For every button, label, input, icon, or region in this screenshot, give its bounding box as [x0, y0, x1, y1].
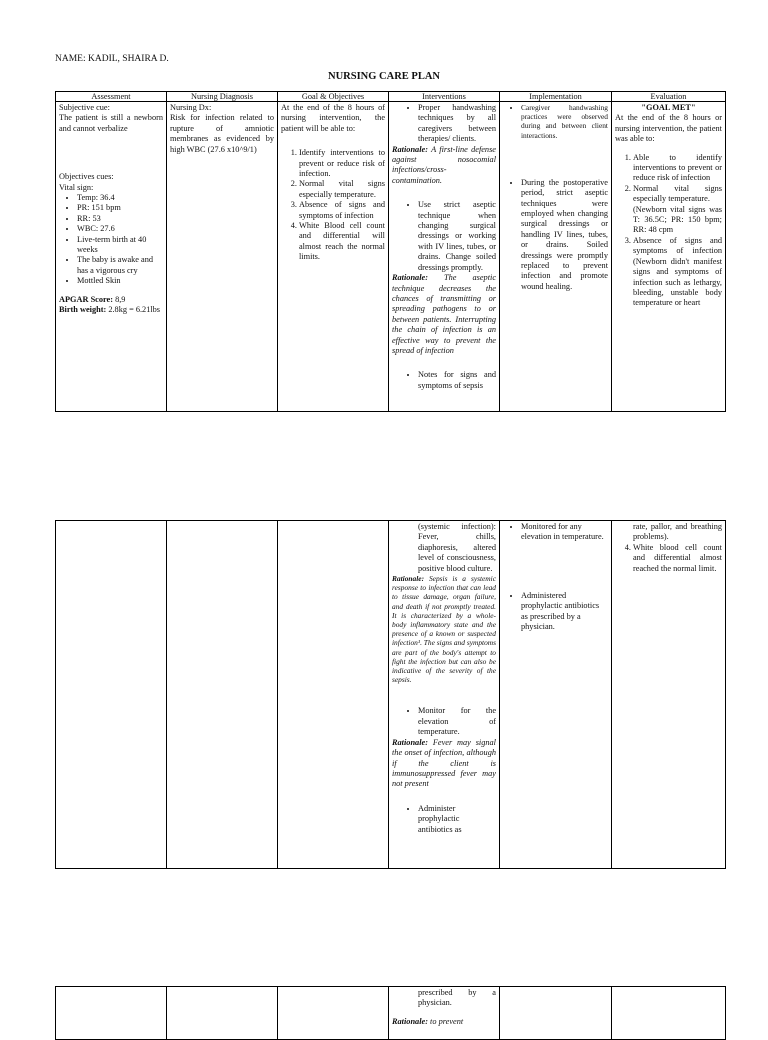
implementation-cell [500, 102, 612, 412]
list-item: • The baby is awake and has a vigorous cry [77, 255, 163, 276]
list-item: • WBC: 27.6 [77, 224, 163, 234]
goal-met-label: "GOAL MET" [641, 103, 696, 112]
header-evaluation: Evaluation [612, 92, 726, 102]
evaluation-cell [612, 102, 726, 412]
goals-cell [278, 987, 389, 1040]
diagnosis-cell [167, 987, 278, 1040]
intervention-item: • Administer prophylactic antibiotics as [418, 804, 496, 835]
assessment-cell [56, 102, 167, 412]
goals-cell [278, 521, 389, 869]
objective-cues-list [59, 193, 163, 287]
goals-intro: At the end of the 8 hours of nursing intervention, the patient will be able to: [281, 103, 385, 133]
list-item: 3. Absence of signs and symptoms of infection [299, 200, 385, 221]
subjective-cue-label: Subjective cue: [59, 103, 110, 112]
implementation-item: • Caregiver handwashing practices were observed during and between client interactions. [521, 103, 608, 140]
apgar-score: APGAR Score: 8,9 [59, 294, 126, 304]
header-implementation: Implementation [500, 92, 612, 102]
list-item: • Live-term birth at 40 weeks [77, 235, 163, 256]
intervention-item: • Proper handwashing techniques by all caregivers between therapies/ clients. [418, 103, 496, 145]
list-item: 2. Normal vital signs especially temperature. [299, 179, 385, 200]
rationale: Rationale: Fever may signal the onset of infection, although if the client is immunosuppressed fever may not present [392, 737, 496, 789]
implementation-item: • During the postoperative period, strict aseptic techniques were employed when changing surgical dressings or handling IV lines, tubes, or drains. Soiled dressings were promptly replaced to prevent infection and promote wound healing. [521, 178, 608, 292]
intervention-item: • Monitor for the elevation of temperature. [418, 706, 496, 737]
interventions-cell [389, 102, 500, 412]
list-item: 4. White blood cell count and differential almost reached the normal limit. [633, 543, 722, 574]
list-item: • Mottled Skin [77, 276, 163, 286]
assessment-cell [56, 987, 167, 1040]
patient-name-line: NAME: KADIL, SHAIRA D. [55, 54, 169, 64]
assessment-cell [56, 521, 167, 869]
list-item: 4. White Blood cell count and differential will almost reach the normal limits. [299, 221, 385, 263]
list-item: • PR: 151 bpm [77, 203, 163, 213]
intervention-item: • Use strict aseptic technique when changing surgical dressings or working with IV lines, tubes, or drains. Change soiled dressings promptly. [418, 200, 496, 273]
diagnosis-cell [167, 521, 278, 869]
header-goals: Goal & Objectives [278, 92, 389, 102]
list-item: 3. Absence of signs and symptoms of infection (Newborn didn't manifest signs and symptoms of infection such as lethargy, bleeding, unstable body temperature or heart [633, 236, 722, 309]
rationale: Rationale: Sepsis is a systemic response to infection that can lead to tissue damage, organ failure, and death if not promptly treated. It is characterized by a whole-body inflammatory state and the presence of a known or suspected infection¹. The signs and symptoms are part of the body's attempt to fight the infection but can also be indicative of the severity of the sepsis. [392, 574, 496, 685]
table-row [56, 102, 726, 412]
interventions-cell [389, 521, 500, 869]
subjective-cue-text: The patient is still a newborn and cannot verbalize [59, 113, 163, 133]
intervention-continued: (systemic infection): Fever, chills, diaphoresis, altered level of consciousness, positive blood culture. [418, 522, 496, 573]
evaluation-cell [612, 521, 726, 869]
list-item: • Temp: 36.4 [77, 193, 163, 203]
evaluation-continued: rate, pallor, and breathing problems). [633, 522, 722, 542]
goals-list [281, 148, 385, 262]
rationale: Rationale: The aseptic technique decreases the chances of transmitting or spreading pathogens to or between patients. Interrupting the chain of infection is an effective way to prevent the spread of infection [392, 273, 496, 355]
header-assessment: Assessment [56, 92, 167, 102]
implementation-cell [500, 521, 612, 869]
care-plan-table-part-2 [55, 520, 726, 869]
implementation-item: • Monitored for any elevation in temperature. [521, 522, 608, 543]
interventions-cell [389, 987, 500, 1040]
table-row [56, 987, 726, 1040]
header-interventions: Interventions [389, 92, 500, 102]
care-plan-table-part-1 [55, 91, 726, 412]
evaluation-intro: At the end of the 8 hours or nursing intervention, the patient was able to: [615, 113, 722, 144]
care-plan-table-part-3 [55, 986, 726, 1040]
evaluation-list [615, 153, 722, 309]
diagnosis-cell [167, 102, 278, 412]
vital-sign-label: Vital sign: [59, 182, 94, 192]
intervention-item: • Notes for signs and symptoms of sepsis [418, 370, 496, 391]
goals-cell [278, 102, 389, 412]
intervention-continued: prescribed by a physician. [418, 988, 496, 1008]
birth-weight: Birth weight: 2.8kg = 6.21lbs [59, 305, 161, 315]
diagnosis-text: Risk for infection related to rupture of amniotic membranes as evidenced by high WBC (27.6 x10^9/1) [170, 113, 274, 154]
table-row [56, 521, 726, 869]
implementation-item: • Administered prophylactic antibiotics as prescribed by a physician. [521, 591, 608, 633]
diagnosis-label: Nursing Dx: [170, 103, 212, 112]
list-item: 1. Able to identify interventions to prevent or reduce risk of infection [633, 153, 722, 184]
rationale: Rationale: A first-line defense against nosocomial infections/cross-contamination. [392, 144, 496, 185]
table-header-row [56, 92, 726, 102]
objective-cues-label: Objectives cues: [59, 172, 114, 182]
header-diagnosis: Nursing Diagnosis [167, 92, 278, 102]
list-item: 2. Normal vital signs especially temperature. (Newborn vital signs was T: 36.5C; PR: 150 bpm; RR: 48 cpm [633, 184, 722, 236]
list-item: • RR: 53 [77, 214, 163, 224]
implementation-cell [500, 987, 612, 1040]
list-item: 1. Identify interventions to prevent or reduce risk of infection. [299, 148, 385, 179]
rationale: Rationale: to prevent [392, 1016, 464, 1026]
document-title: NURSING CARE PLAN [327, 71, 440, 82]
evaluation-cell [612, 987, 726, 1040]
